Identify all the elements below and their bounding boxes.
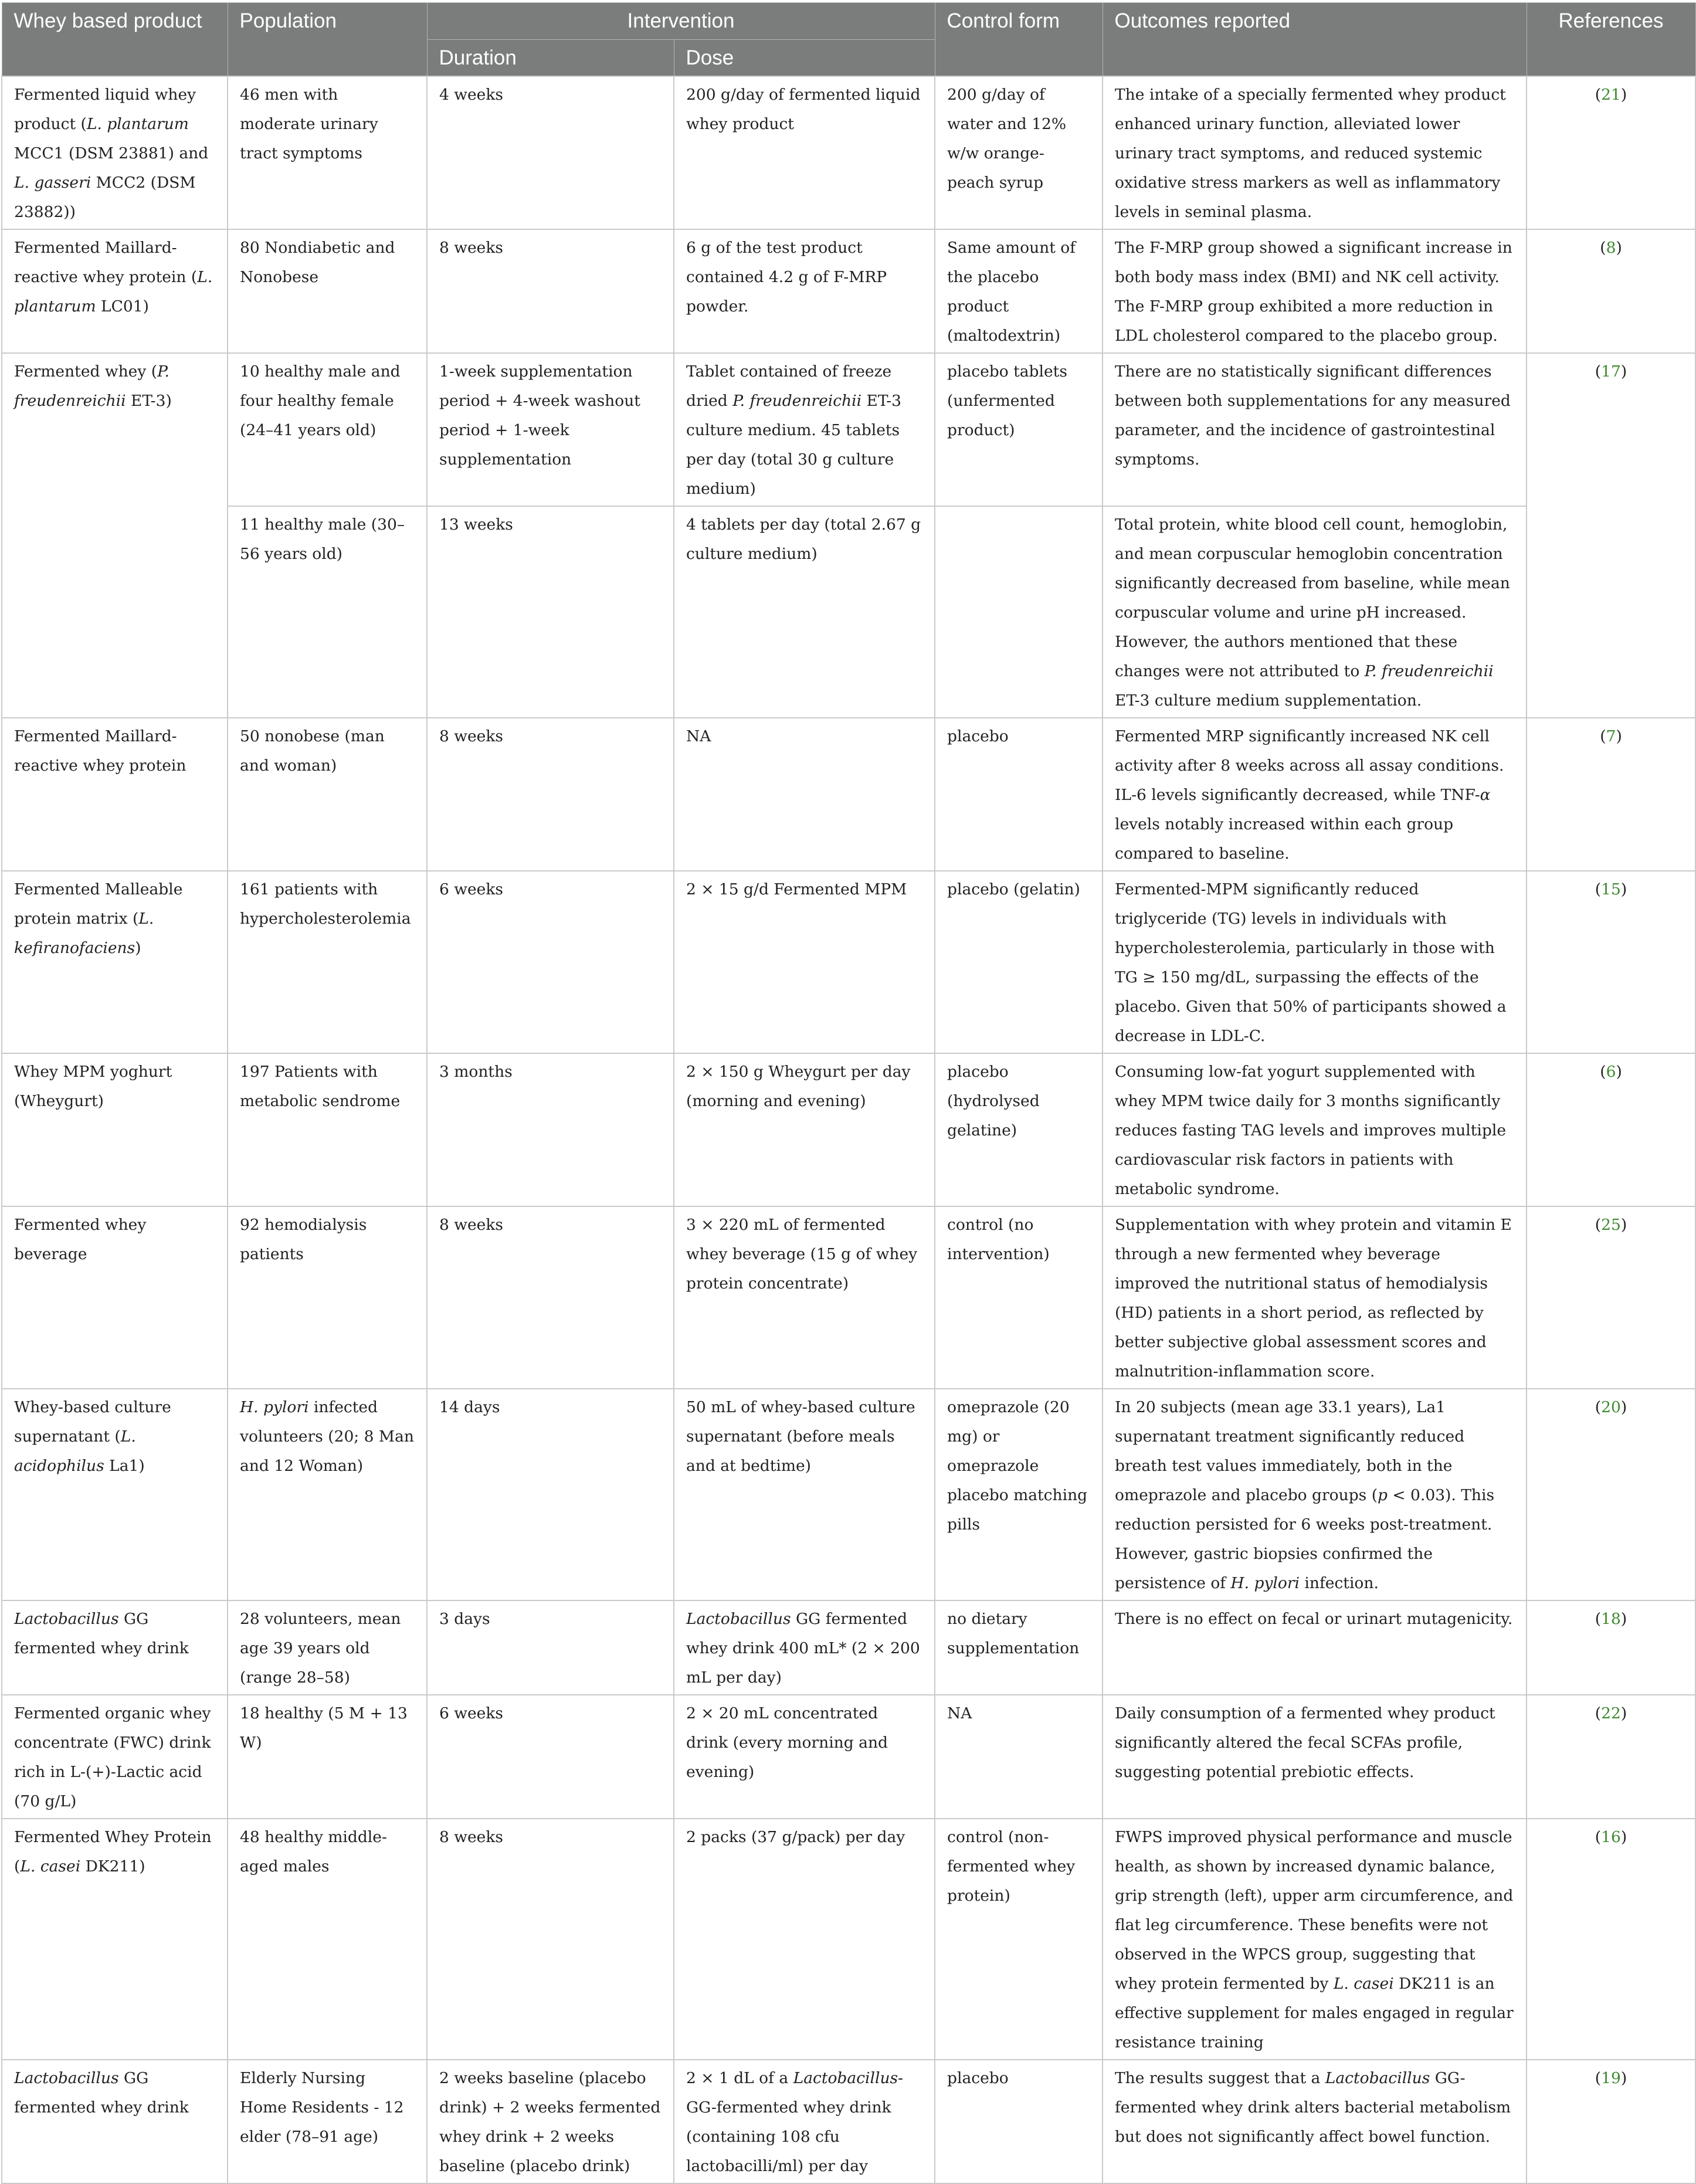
cell-dose: 2 packs (37 g/pack) per day — [674, 1819, 935, 2060]
cell-dose: 6 g of the test product contained 4.2 g of F-MRP powder. — [674, 229, 935, 353]
cell-population: 48 healthy middle-aged males — [228, 1819, 427, 2060]
table-row — [2, 871, 1695, 1053]
cell-reference: (8) — [1527, 229, 1695, 353]
cell-outcome: Daily consumption of a fermented whey product significantly altered the fecal SCFAs profile, suggesting potential prebiotic effects. — [1103, 1695, 1527, 1819]
cell-outcome: Total protein, white blood cell count, hemoglobin, and mean corpuscular hemoglobin concentration significantly decreased from baseline, while mean corpuscular volume and urine pH increased. However, the authors mentioned that these changes were not attributed to P. freudenreichii ET-3 culture medium supplementation. — [1103, 506, 1527, 718]
cell-control: placebo (gelatin) — [935, 871, 1103, 1053]
cell-duration: 8 weeks — [427, 1206, 674, 1389]
reference-link[interactable]: 15 — [1601, 880, 1621, 898]
cell-dose: 200 g/day of fermented liquid whey product — [674, 76, 935, 229]
cell-duration: 1-week supplementation period + 4-week washout period + 1-week supplementation — [427, 353, 674, 506]
cell-dose: 3 × 220 mL of fermented whey beverage (15 g of whey protein concentrate) — [674, 1206, 935, 1389]
cell-product: Fermented Maillard-reactive whey protein (L. plantarum LC01) — [2, 229, 228, 353]
cell-reference: (20) — [1527, 1389, 1695, 1600]
cell-reference: (21) — [1527, 76, 1695, 229]
header-references: References — [1527, 3, 1695, 76]
cell-duration: 6 weeks — [427, 871, 674, 1053]
cell-product: Fermented organic whey concentrate (FWC) drink rich in L-(+)-Lactic acid (70 g/L) — [2, 1695, 228, 1819]
cell-duration: 3 days — [427, 1600, 674, 1695]
cell-product: Fermented Malleable protein matrix (L. kefiranofaciens) — [2, 871, 228, 1053]
cell-population: 161 patients with hypercholesterolemia — [228, 871, 427, 1053]
table-row — [2, 506, 1695, 718]
cell-dose: Tablet contained of freeze dried P. freudenreichii ET-3 culture medium. 45 tablets per day (total 30 g culture medium) — [674, 353, 935, 506]
cell-control: placebo — [935, 718, 1103, 871]
cell-outcome: Consuming low-fat yogurt supplemented with whey MPM twice daily for 3 months significantly reduces fasting TAG levels and improves multiple cardiovascular risk factors in patients with metabolic syndrome. — [1103, 1053, 1527, 1206]
cell-dose: 2 × 20 mL concentrated drink (every morning and evening) — [674, 1695, 935, 1819]
table-row — [2, 2060, 1695, 2183]
cell-dose: 2 × 1 dL of a Lactobacillus-GG-fermented whey drink (containing 108 cfu lactobacilli/ml) per day — [674, 2060, 935, 2183]
reference-link[interactable]: 8 — [1606, 238, 1616, 257]
cell-outcome: There are no statistically significant differences between both supplementations for any measured parameter, and the incidence of gastrointestinal symptoms. — [1103, 353, 1527, 506]
cell-control: 200 g/day of water and 12% w/w orange-peach syrup — [935, 76, 1103, 229]
cell-outcome: Supplementation with whey protein and vitamin E through a new fermented whey beverage improved the nutritional status of hemodialysis (HD) patients in a short period, as reflected by better subjective global assessment scores and malnutrition-inflammation score. — [1103, 1206, 1527, 1389]
cell-control: control (no intervention) — [935, 1206, 1103, 1389]
cell-duration: 4 weeks — [427, 76, 674, 229]
header-product: Whey based product — [2, 3, 228, 76]
cell-reference: (15) — [1527, 871, 1695, 1053]
table-row — [2, 1695, 1695, 1819]
cell-control: no dietary supplementation — [935, 1600, 1103, 1695]
cell-control: placebo — [935, 2060, 1103, 2183]
cell-outcome: The intake of a specially fermented whey product enhanced urinary function, alleviated lower urinary tract symptoms, and reduced systemic oxidative stress markers as well as inflammatory levels in seminal plasma. — [1103, 76, 1527, 229]
cell-control: Same amount of the placebo product (maltodextrin) — [935, 229, 1103, 353]
cell-reference: (18) — [1527, 1600, 1695, 1695]
reference-link[interactable]: 22 — [1601, 1704, 1621, 1722]
cell-product: Fermented liquid whey product (L. plantarum MCC1 (DSM 23881) and L. gasseri MCC2 (DSM 23882)) — [2, 76, 228, 229]
cell-outcome: The results suggest that a Lactobacillus GG-fermented whey drink alters bacterial metabolism but does not significantly affect bowel function. — [1103, 2060, 1527, 2183]
reference-link[interactable]: 18 — [1601, 1609, 1621, 1628]
cell-population: 11 healthy male (30–56 years old) — [228, 506, 427, 718]
cell-duration: 13 weeks — [427, 506, 674, 718]
cell-control: NA — [935, 1695, 1103, 1819]
cell-reference: (22) — [1527, 1695, 1695, 1819]
header-outcomes: Outcomes reported — [1103, 3, 1527, 76]
header-intervention: Intervention — [427, 3, 935, 40]
cell-duration: 6 weeks — [427, 1695, 674, 1819]
table-row — [2, 229, 1695, 353]
cell-dose: NA — [674, 718, 935, 871]
cell-population: 80 Nondiabetic and Nonobese — [228, 229, 427, 353]
cell-product: Fermented Whey Protein (L. casei DK211) — [2, 1819, 228, 2060]
cell-population: 50 nonobese (man and woman) — [228, 718, 427, 871]
cell-duration: 8 weeks — [427, 718, 674, 871]
cell-population: Elderly Nursing Home Residents - 12 elder (78–91 age) — [228, 2060, 427, 2183]
table-row — [2, 353, 1695, 506]
cell-control: control (non-fermented whey protein) — [935, 1819, 1103, 2060]
cell-population: 197 Patients with metabolic sendrome — [228, 1053, 427, 1206]
cell-product: Lactobacillus GG fermented whey drink — [2, 2060, 228, 2183]
cell-control: omeprazole (20 mg) or omeprazole placebo matching pills — [935, 1389, 1103, 1600]
reference-link[interactable]: 7 — [1606, 727, 1616, 745]
cell-outcome: The F-MRP group showed a significant increase in both body mass index (BMI) and NK cell activity. The F-MRP group exhibited a more reduction in LDL cholesterol compared to the placebo group. — [1103, 229, 1527, 353]
reference-link[interactable]: 17 — [1601, 362, 1621, 381]
cell-outcome: FWPS improved physical performance and muscle health, as shown by increased dynamic balance, grip strength (left), upper arm circumference, and flat leg circumference. These benefits were not observed in the WPCS group, suggesting that whey protein fermented by L. casei DK211 is an effective supplement for males engaged in regular resistance training — [1103, 1819, 1527, 2060]
cell-reference: (7) — [1527, 718, 1695, 871]
cell-duration: 8 weeks — [427, 1819, 674, 2060]
reference-link[interactable]: 25 — [1601, 1215, 1621, 1234]
cell-reference: (6) — [1527, 1053, 1695, 1206]
reference-link[interactable]: 19 — [1601, 2068, 1621, 2087]
cell-outcome: In 20 subjects (mean age 33.1 years), La1 supernatant treatment significantly reduced breath test values immediately, both in the omeprazole and placebo groups (p < 0.03). This reduction persisted for 6 weeks post-treatment. However, gastric biopsies confirmed the persistence of H. pylori infection. — [1103, 1389, 1527, 1600]
table-row — [2, 1600, 1695, 1695]
table-row — [2, 1053, 1695, 1206]
cell-population: 28 volunteers, mean age 39 years old (range 28–58) — [228, 1600, 427, 1695]
cell-population: 46 men with moderate urinary tract symptoms — [228, 76, 427, 229]
cell-control: placebo tablets (unfermented product) — [935, 353, 1103, 506]
cell-reference: (17) — [1527, 353, 1695, 718]
cell-duration: 8 weeks — [427, 229, 674, 353]
cell-outcome: There is no effect on fecal or urinart mutagenicity. — [1103, 1600, 1527, 1695]
cell-reference: (16) — [1527, 1819, 1695, 2060]
header-dose: Dose — [674, 40, 935, 76]
cell-product: Whey MPM yoghurt (Wheygurt) — [2, 1053, 228, 1206]
header-duration: Duration — [427, 40, 674, 76]
cell-population: 18 healthy (5 M + 13 W) — [228, 1695, 427, 1819]
reference-link[interactable]: 16 — [1601, 1827, 1621, 1846]
cell-dose: 2 × 150 g Wheygurt per day (morning and evening) — [674, 1053, 935, 1206]
cell-dose: 2 × 15 g/d Fermented MPM — [674, 871, 935, 1053]
cell-duration: 3 months — [427, 1053, 674, 1206]
cell-product: Fermented whey beverage — [2, 1206, 228, 1389]
reference-link[interactable]: 6 — [1606, 1062, 1616, 1081]
cell-dose: 4 tablets per day (total 2.67 g culture medium) — [674, 506, 935, 718]
table-row — [2, 76, 1695, 229]
study-table — [1, 2, 1696, 2184]
cell-reference: (19) — [1527, 2060, 1695, 2183]
cell-control — [935, 506, 1103, 718]
header-population: Population — [228, 3, 427, 76]
table-row — [2, 1206, 1695, 1389]
reference-link[interactable]: 21 — [1601, 85, 1621, 104]
table-row — [2, 718, 1695, 871]
cell-duration: 14 days — [427, 1389, 674, 1600]
cell-population: 92 hemodialysis patients — [228, 1206, 427, 1389]
cell-dose: 50 mL of whey-based culture supernatant (before meals and at bedtime) — [674, 1389, 935, 1600]
reference-link[interactable]: 20 — [1601, 1398, 1621, 1416]
cell-product: Whey-based culture supernatant (L. acidophilus La1) — [2, 1389, 228, 1600]
cell-product: Fermented whey (P. freudenreichii ET-3) — [2, 353, 228, 718]
cell-control: placebo (hydrolysed gelatine) — [935, 1053, 1103, 1206]
header-control: Control form — [935, 3, 1103, 76]
cell-duration: 2 weeks baseline (placebo drink) + 2 weeks fermented whey drink + 2 weeks baseline (placebo drink) — [427, 2060, 674, 2183]
cell-dose: Lactobacillus GG fermented whey drink 400 mL* (2 × 200 mL per day) — [674, 1600, 935, 1695]
cell-outcome: Fermented-MPM significantly reduced triglyceride (TG) levels in individuals with hypercholesterolemia, particularly in those with TG ≥ 150 mg/dL, surpassing the effects of the placebo. Given that 50% of participants showed a decrease in LDL-C. — [1103, 871, 1527, 1053]
cell-outcome: Fermented MRP significantly increased NK cell activity after 8 weeks across all assay conditions. IL-6 levels significantly decreased, while TNF-α levels notably increased within each group compared to baseline. — [1103, 718, 1527, 871]
cell-product: Lactobacillus GG fermented whey drink — [2, 1600, 228, 1695]
table-row — [2, 1819, 1695, 2060]
cell-population: H. pylori infected volunteers (20; 8 Man and 12 Woman) — [228, 1389, 427, 1600]
cell-product: Fermented Maillard-reactive whey protein — [2, 718, 228, 871]
table-header — [2, 3, 1695, 76]
cell-reference: (25) — [1527, 1206, 1695, 1389]
cell-population: 10 healthy male and four healthy female (24–41 years old) — [228, 353, 427, 506]
table-row — [2, 1389, 1695, 1600]
